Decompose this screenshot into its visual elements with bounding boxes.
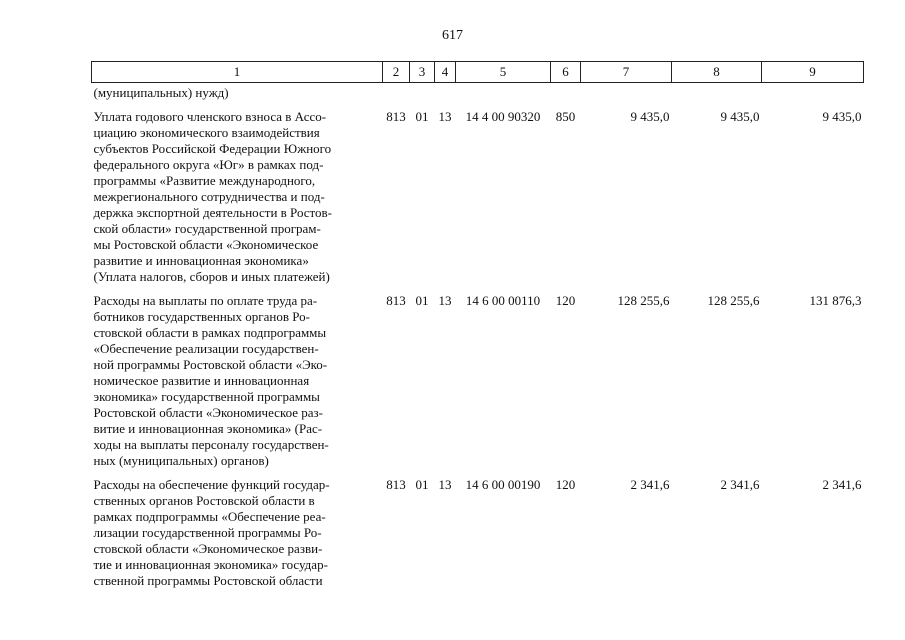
cell-ministry-code: 813 (386, 477, 406, 492)
cell-ministry-code: 813 (386, 109, 406, 124)
budget-table (91, 61, 864, 589)
header-col-5: 5 (456, 62, 551, 83)
cell-amount-col8: 9 435,0 (720, 109, 760, 124)
cell-target-article: 14 6 00 00110 (465, 293, 541, 308)
cell-amount-col9: 131 876,3 (809, 293, 862, 308)
header-col-1: 1 (92, 62, 383, 83)
page-number: 617 (442, 28, 463, 43)
cell-section: 01 (415, 293, 429, 308)
cell-subsection: 13 (438, 477, 452, 492)
row-description: Уплата годового членского взноса в Ассо- циацию экономического взаимодействия субъектов Российской Федерации Южного федерального округа «Юг» в рамках под- программы «Развитие международного, межрегионального сотрудничества и под- держка экспортной деятельности в Ростов- ской области» государственной програм- мы Ростовской области «Экономическое развитие и инновационная экономика» (Уплата налогов, сборов и иных платежей) (93, 109, 333, 284)
cell-amount-col7: 9 435,0 (630, 109, 670, 124)
continuation-text: (муниципальных) нужд) (93, 85, 229, 100)
header-col-3: 3 (410, 62, 435, 83)
cell-section: 01 (415, 109, 429, 124)
cell-expense-type: 120 (555, 293, 576, 308)
cell-section: 01 (415, 477, 429, 492)
header-col-2: 2 (383, 62, 410, 83)
header-col-4: 4 (435, 62, 456, 83)
cell-amount-col9: 9 435,0 (822, 109, 862, 124)
header-col-6: 6 (551, 62, 581, 83)
cell-amount-col8: 128 255,6 (707, 293, 760, 308)
cell-amount-col7: 2 341,6 (630, 477, 670, 492)
table-row (92, 109, 864, 285)
row-description: Расходы на обеспечение функций государ- ственных органов Ростовской области в рамках подпрограммы «Обеспечение реа- лизации государственной программы Ро- стовской области «Экономическое разви- тие и инновационная экономика» государ- ственной программы Ростовской области (93, 477, 330, 588)
cell-amount-col8: 2 341,6 (720, 477, 760, 492)
cell-ministry-code: 813 (386, 293, 406, 308)
cell-subsection: 13 (438, 109, 452, 124)
cell-amount-col7: 128 255,6 (617, 293, 670, 308)
table-row (92, 477, 864, 589)
cell-amount-col9: 2 341,6 (822, 477, 862, 492)
header-col-9: 9 (762, 62, 864, 83)
header-col-7: 7 (581, 62, 672, 83)
continuation-row (92, 83, 864, 102)
header-col-8: 8 (672, 62, 762, 83)
cell-target-article: 14 4 00 90320 (465, 109, 541, 124)
cell-expense-type: 120 (555, 477, 576, 492)
cell-expense-type: 850 (555, 109, 576, 124)
cell-subsection: 13 (438, 293, 452, 308)
table-row (92, 293, 864, 469)
row-description: Расходы на выплаты по оплате труда ра- ботников государственных органов Ро- стовской области в рамках подпрограммы «Обеспечение реализации государствен- ной программы Ростовской области «Эко- номическое развитие и инновационная экономика» государственной программы Ростовской области «Экономическое раз- витие и инновационная экономика» (Рас- ходы на выплаты персоналу государствен- ных (муниципальных) органов) (93, 293, 329, 468)
cell-target-article: 14 6 00 00190 (465, 477, 541, 492)
header-row (92, 62, 864, 83)
